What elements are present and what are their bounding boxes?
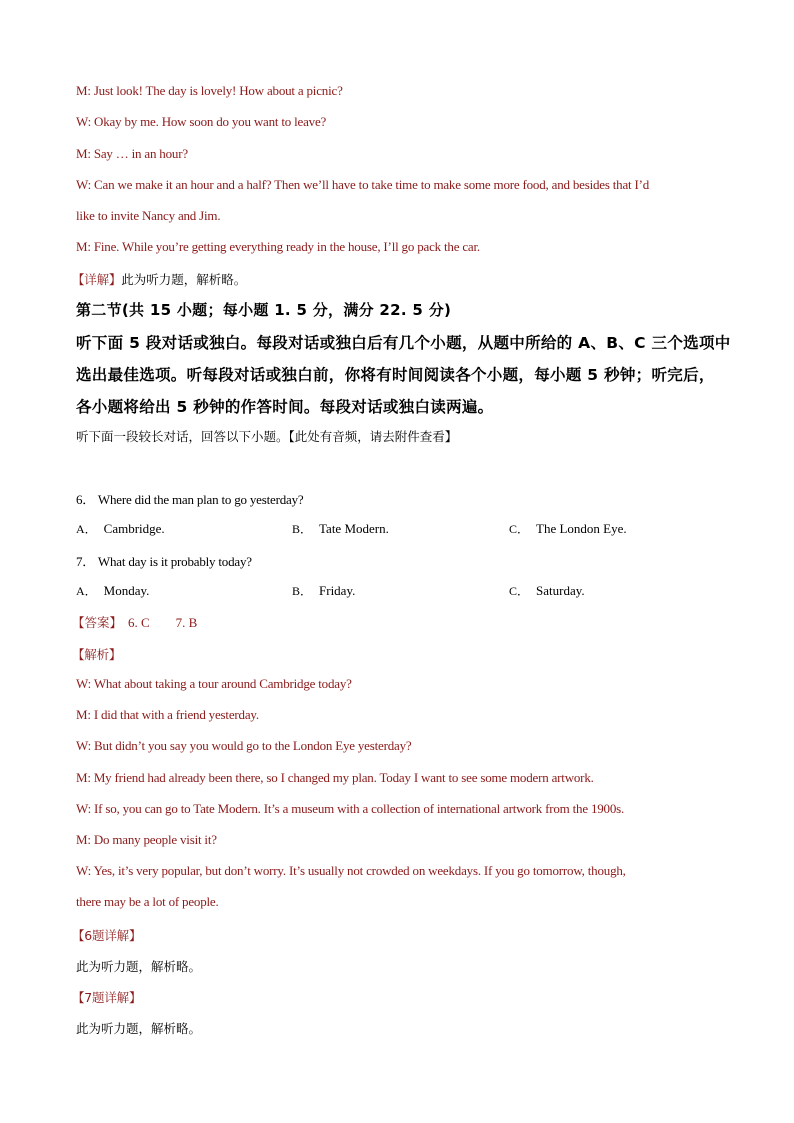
question-6-option-b: B． Tate Modern.: [292, 521, 389, 536]
analysis-tag: 【解析】: [72, 647, 122, 662]
section-instruction: 选出最佳选项。听每段对话或独白前，你将有时间阅读各个小题，每小题 5 秒钟；听完后，: [76, 366, 715, 384]
question-7-stem: 7． What day is it probably today?: [76, 554, 252, 569]
question-7-option-c: C． Saturday.: [509, 583, 585, 598]
q6-detail-text: 此为听力题，解析略。: [76, 959, 202, 974]
section-instruction: 听下面 5 段对话或独白。每段对话或独白后有几个小题，从题中所给的 A、B、C 三个选项中: [76, 334, 731, 352]
analysis-line: W: Yes, it’s very popular, but don’t worry. It’s usually not crowded on weekdays. If you go tomorrow, though,: [76, 863, 626, 878]
question-7-option-a: A． Monday.: [76, 583, 150, 598]
analysis-line: there may be a lot of people.: [76, 894, 219, 909]
q6-detail-tag: 【6题详解】: [72, 928, 142, 943]
dialogue-line: like to invite Nancy and Jim.: [76, 208, 221, 223]
analysis-line: W: What about taking a tour around Cambridge today?: [76, 676, 352, 691]
dialogue-line: W: Okay by me. How soon do you want to leave?: [76, 114, 327, 129]
answer-block: [72, 613, 197, 632]
section-instruction: 各小题将给出 5 秒钟的作答时间。每段对话或独白读两遍。: [76, 398, 494, 416]
analysis-line: W: If so, you can go to Tate Modern. It’s a museum with a collection of international artwork from the 1900s.: [76, 801, 625, 816]
dialogue-line: W: Can we make it an hour and a half? Then we’ll have to take time to make some more food, and besides that I’d: [76, 177, 650, 192]
analysis-line: M: I did that with a friend yesterday.: [76, 707, 259, 722]
question-7-option-b: B． Friday.: [292, 583, 356, 598]
section-note: 听下面一段较长对话，回答以下小题。【此处有音频，请去附件查看】: [76, 429, 458, 444]
answer-value: 6. C 7. B: [128, 615, 198, 630]
question-6-option-c: C． The London Eye.: [509, 521, 627, 536]
dialogue-line: M: Just look! The day is lovely! How about a picnic?: [76, 83, 343, 98]
dialogue-line: M: Fine. While you’re getting everything ready in the house, I’ll go pack the car.: [76, 239, 480, 254]
answer-tag: 【答案】: [72, 615, 123, 630]
section-heading: 第二节(共 15 小题；每小题 1. 5 分，满分 22. 5 分): [76, 301, 452, 319]
q7-detail-text: 此为听力题，解析略。: [76, 1021, 202, 1036]
question-6-stem: 6． Where did the man plan to go yesterday?: [76, 492, 304, 507]
detail-block: [72, 270, 246, 288]
analysis-line: M: Do many people visit it?: [76, 832, 217, 847]
dialogue-line: M: Say … in an hour?: [76, 146, 188, 161]
q7-detail-tag: 【7题详解】: [72, 990, 142, 1005]
analysis-line: M: My friend had already been there, so I changed my plan. Today I want to see some modern artwork.: [76, 770, 594, 785]
analysis-line: W: But didn’t you say you would go to the London Eye yesterday?: [76, 738, 412, 753]
detail-text: 此为听力题，解析略。: [121, 272, 247, 287]
question-6-option-a: A． Cambridge.: [76, 521, 165, 536]
detail-tag: 【详解】: [72, 272, 122, 287]
